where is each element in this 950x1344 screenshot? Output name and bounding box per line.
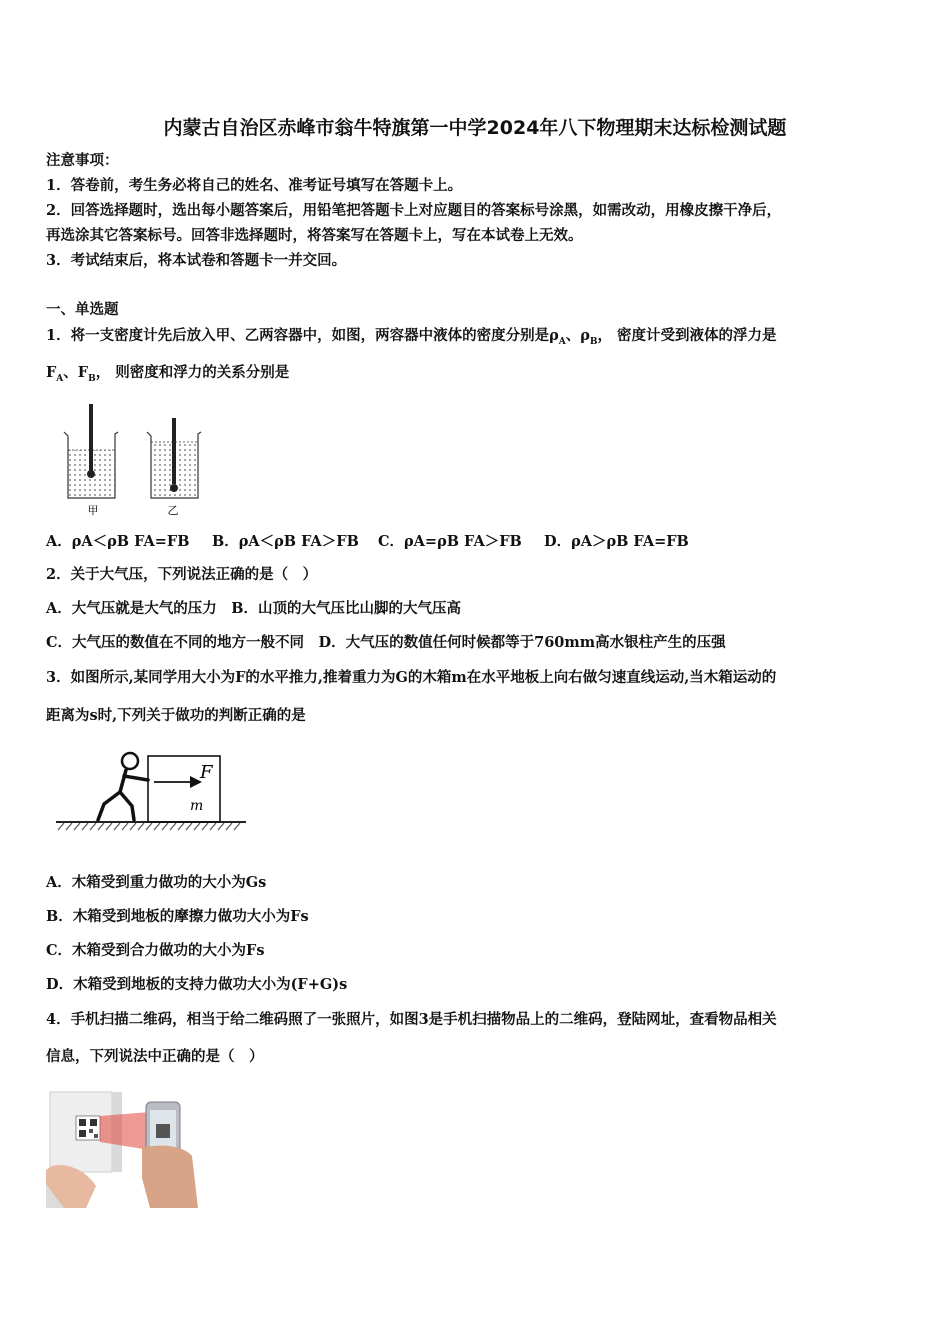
q3-option-c[interactable]: C．木箱受到合力做功的大小为Fs [46,942,265,959]
page-title: 内蒙古自治区赤峰市翁牛特旗第一中学2024年八下物理期末达标检测试题 [163,117,787,139]
q2-text: 2．关于大气压，下列说法正确的是（ ） [46,566,318,583]
q4-qr-scan-photo [46,1086,202,1210]
q3-option-a[interactable]: A．木箱受到重力做功的大小为Gs [46,874,267,891]
q1-option-c[interactable]: C．ρA=ρB FA＞FB [378,533,522,550]
beaker-a-icon [64,404,118,498]
force-label: F [200,762,213,783]
q3-option-d[interactable]: D．木箱受到地板的支持力做功大小为(F+G)s [46,976,348,993]
q4-text-line2: 信息，下列说法中正确的是（ ） [46,1048,264,1065]
q3-text-line1: 3．如图所示,某同学用大小为F的水平推力,推着重力为G的木箱m在水平地板上向右做匀速直线运动,当木箱运动的 [46,669,777,686]
notice-line-2b: 再选涂其它答案标号。回答非选择题时，将答案写在答题卡上，写在本试卷上无效。 [46,227,583,244]
beaker-a-label: 甲 [87,504,99,517]
notice-heading: 注意事项： [46,152,119,169]
q2-options-ab[interactable]: A．大气压就是大气的压力 B．山顶的大气压比山脚的大气压高 [46,600,462,617]
person-pushing-icon [98,753,148,820]
q4-text-line1: 4．手机扫描二维码，相当于给二维码照了一张照片，如图3是手机扫描物品上的二维码，登陆网址，查看物品相关 [46,1011,777,1028]
beaker-b-label: 乙 [167,504,179,517]
notice-line-3: 3．考试结束后，将本试卷和答题卡一并交回。 [46,252,347,269]
q3-text-line2: 距离为s时,下列关于做功的判断正确的是 [46,707,306,724]
q1-beakers-figure [58,398,208,520]
q1-option-b[interactable]: B．ρA＜ρB FA＞FB [212,533,359,550]
mass-label: m [190,798,204,814]
q1-option-d[interactable]: D．ρA＞ρB FA=FB [544,533,689,550]
q1-text-line1: 1．将一支密度计先后放入甲、乙两容器中，如图，两容器中液体的密度分别是$\rho_A$、$\rho_B$， 密度计受到液体的浮力是 [46,327,777,347]
beaker-b-icon [147,418,201,498]
q2-options-cd[interactable]: C．大气压的数值在不同的地方一般不同 D．大气压的数值任何时候都等于760mm高水银柱产生的压强 [46,634,726,651]
section-heading: 一、单选题 [46,301,119,318]
q1-text-line2: $F_A$、$F_B$， 则密度和浮力的关系分别是 [46,364,290,384]
q3-option-b[interactable]: B．木箱受到地板的摩擦力做功大小为Fs [46,908,309,925]
q1-option-a[interactable]: A．ρA＜ρB FA=FB [46,533,190,550]
box-icon [148,756,220,822]
notice-line-1: 1．答卷前，考生务必将自己的姓名、准考证号填写在答题卡上。 [46,177,463,194]
q3-push-box-figure [54,748,250,834]
notice-line-2a: 2．回答选择题时，选出每小题答案后，用铅笔把答题卡上对应题目的答案标号涂黑，如需改动，用橡皮擦干净后， [46,202,782,219]
